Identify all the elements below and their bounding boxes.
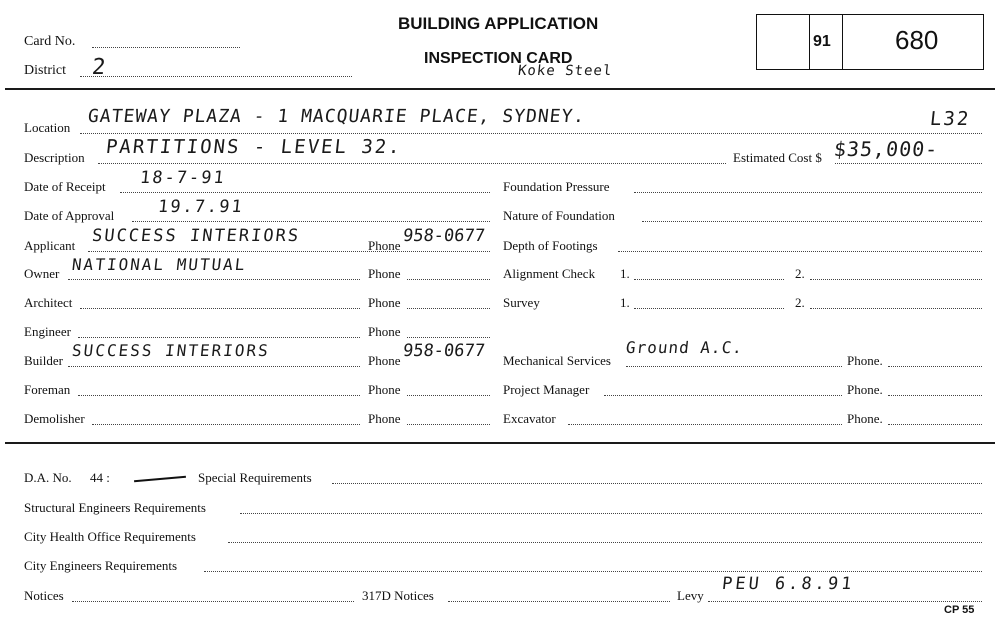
builder-value: SUCCESS INTERIORS bbox=[71, 341, 271, 360]
project-manager-phone-field[interactable] bbox=[888, 395, 982, 396]
alignment-num-1: 1. bbox=[620, 266, 630, 281]
survey-num-2: 2. bbox=[795, 295, 805, 310]
card-number-box bbox=[756, 14, 984, 70]
excavator-field[interactable] bbox=[568, 424, 842, 425]
district-value: 2 bbox=[90, 55, 109, 80]
engineer-label: Engineer bbox=[24, 324, 71, 339]
owner-field[interactable] bbox=[68, 279, 360, 280]
notices-317d-label: 317D Notices bbox=[362, 588, 434, 603]
card-number: 680 bbox=[895, 25, 939, 55]
builder-phone-value: 958-0677 bbox=[401, 341, 486, 361]
architect-phone-field[interactable] bbox=[407, 308, 490, 309]
applicant-label: Applicant bbox=[24, 238, 76, 253]
description-field[interactable] bbox=[98, 163, 726, 164]
nature-foundation-label: Nature of Foundation bbox=[503, 208, 615, 223]
city-engineers-field[interactable] bbox=[204, 571, 982, 572]
nature-foundation-field[interactable] bbox=[642, 221, 982, 222]
demolisher-field[interactable] bbox=[92, 424, 360, 425]
health-field[interactable] bbox=[228, 542, 982, 543]
estimated-cost-label: Estimated Cost $ bbox=[733, 150, 822, 165]
architect-phone-label: Phone bbox=[368, 295, 401, 310]
header-divider bbox=[5, 88, 995, 90]
structural-label: Structural Engineers Requirements bbox=[24, 500, 206, 515]
date-receipt-value: 18-7-91 bbox=[138, 168, 227, 188]
applicant-phone-label: Phone bbox=[368, 238, 401, 253]
date-approval-value: 19.7.91 bbox=[156, 197, 245, 217]
special-requirements-label: Special Requirements bbox=[198, 470, 312, 485]
engineer-phone-label: Phone bbox=[368, 324, 401, 339]
card-subtitle: INSPECTION CARD bbox=[424, 50, 573, 67]
architect-label: Architect bbox=[24, 295, 73, 310]
foundation-pressure-label: Foundation Pressure bbox=[503, 179, 610, 194]
district-field[interactable] bbox=[80, 76, 352, 77]
project-manager-field[interactable] bbox=[604, 395, 842, 396]
levy-value: PEU 6.8.91 bbox=[720, 574, 856, 594]
requirements-divider bbox=[5, 442, 995, 444]
location-code: L32 bbox=[928, 108, 972, 130]
alignment-field-1[interactable] bbox=[634, 279, 784, 280]
estimated-cost-value: $35,000- bbox=[832, 137, 940, 161]
alignment-num-2: 2. bbox=[795, 266, 805, 281]
survey-num-1: 1. bbox=[620, 295, 630, 310]
notices-field[interactable] bbox=[72, 601, 354, 602]
alignment-field-2[interactable] bbox=[810, 279, 982, 280]
estimated-cost-field[interactable] bbox=[835, 163, 982, 164]
excavator-phone-field[interactable] bbox=[888, 424, 982, 425]
owner-phone-field[interactable] bbox=[407, 279, 490, 280]
owner-label: Owner bbox=[24, 266, 60, 281]
city-engineers-label: City Engineers Requirements bbox=[24, 558, 178, 573]
card-title: BUILDING APPLICATION bbox=[398, 14, 599, 33]
card-no-label: Card No. bbox=[24, 34, 76, 49]
applicant-value: SUCCESS INTERIORS bbox=[90, 226, 302, 246]
excavator-label: Excavator bbox=[503, 411, 556, 426]
da-no-value: 44 : bbox=[90, 470, 110, 485]
description-label: Description bbox=[24, 150, 85, 165]
mechanical-phone-label: Phone. bbox=[847, 353, 883, 368]
demolisher-phone-field[interactable] bbox=[407, 424, 490, 425]
form-code: CP 55 bbox=[944, 604, 975, 616]
location-field[interactable] bbox=[80, 133, 982, 134]
health-label: City Health Office Requirements bbox=[24, 529, 196, 544]
engineer-phone-field[interactable] bbox=[407, 337, 490, 338]
notices-label: Notices bbox=[24, 588, 64, 603]
date-receipt-label: Date of Receipt bbox=[24, 179, 106, 194]
depth-footings-label: Depth of Footings bbox=[503, 238, 598, 253]
foreman-label: Foreman bbox=[24, 382, 71, 397]
architect-field[interactable] bbox=[80, 308, 360, 309]
mechanical-value: Ground A.C. bbox=[625, 338, 744, 357]
survey-field-2[interactable] bbox=[810, 308, 982, 309]
year-code: 91 bbox=[813, 33, 831, 50]
excavator-phone-label: Phone. bbox=[847, 411, 883, 426]
builder-label: Builder bbox=[24, 353, 63, 368]
mechanical-label: Mechanical Services bbox=[503, 353, 611, 368]
project-manager-phone-label: Phone. bbox=[847, 382, 883, 397]
survey-label: Survey bbox=[503, 295, 540, 310]
da-no-dash-mark bbox=[134, 476, 186, 483]
levy-field[interactable] bbox=[708, 601, 982, 602]
applicant-field[interactable] bbox=[88, 251, 490, 252]
survey-field-1[interactable] bbox=[634, 308, 784, 309]
mechanical-field[interactable] bbox=[626, 366, 842, 367]
foreman-field[interactable] bbox=[78, 395, 360, 396]
builder-phone-label: Phone bbox=[368, 353, 401, 368]
structural-field[interactable] bbox=[240, 513, 982, 514]
date-receipt-field[interactable] bbox=[120, 192, 490, 193]
applicant-phone-value: 958-0677 bbox=[401, 226, 486, 246]
special-requirements-field[interactable] bbox=[332, 483, 982, 484]
engineer-field[interactable] bbox=[78, 337, 360, 338]
foreman-phone-field[interactable] bbox=[407, 395, 490, 396]
alignment-check-label: Alignment Check bbox=[503, 266, 596, 281]
location-value: GATEWAY PLAZA - 1 MACQUARIE PLACE, SYDNEY. bbox=[86, 106, 587, 127]
owner-value: NATIONAL MUTUAL bbox=[71, 255, 248, 274]
card-no-field[interactable] bbox=[92, 47, 240, 48]
inspector-signature: Koke Steel bbox=[517, 63, 614, 79]
location-label: Location bbox=[24, 120, 71, 135]
levy-label: Levy bbox=[677, 588, 704, 603]
date-approval-field[interactable] bbox=[132, 221, 490, 222]
date-approval-label: Date of Approval bbox=[24, 208, 115, 223]
project-manager-label: Project Manager bbox=[503, 382, 590, 397]
demolisher-label: Demolisher bbox=[24, 411, 85, 426]
notices-317d-field[interactable] bbox=[448, 601, 670, 602]
builder-field[interactable] bbox=[68, 366, 360, 367]
description-value: PARTITIONS - LEVEL 32. bbox=[104, 136, 403, 158]
depth-footings-field[interactable] bbox=[618, 251, 982, 252]
owner-phone-label: Phone bbox=[368, 266, 401, 281]
foreman-phone-label: Phone bbox=[368, 382, 401, 397]
da-no-label: D.A. No. bbox=[24, 470, 72, 485]
foundation-pressure-field[interactable] bbox=[634, 192, 982, 193]
mechanical-phone-field[interactable] bbox=[888, 366, 982, 367]
district-label: District bbox=[24, 63, 66, 78]
demolisher-phone-label: Phone bbox=[368, 411, 401, 426]
